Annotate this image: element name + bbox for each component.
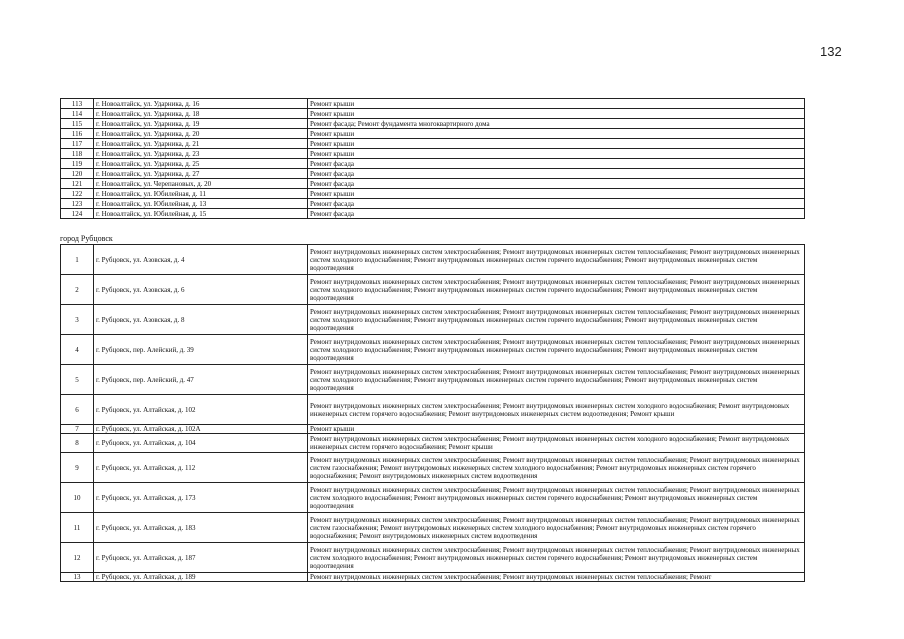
cell-work: Ремонт фасада bbox=[308, 159, 805, 169]
cell-num: 119 bbox=[61, 159, 94, 169]
cell-num: 114 bbox=[61, 109, 94, 119]
cell-work: Ремонт внутридомовых инженерных систем электроснабжения; Ремонт внутридомовых инженерных систем теплоснабжения; Ремонт внутридомовых инженерных систем холодного водоснабжения; Ремонт внутридомовых инженерных систем горячего водоснабжения; Ремонт внутридомовых инженерных систем водоотведения bbox=[308, 275, 805, 305]
cell-num: 4 bbox=[61, 335, 94, 365]
cell-address: г. Рубцовск, ул. Азовская, д. 6 bbox=[94, 275, 308, 305]
table-row bbox=[61, 189, 805, 199]
cell-work: Ремонт внутридомовых инженерных систем электроснабжения; Ремонт внутридомовых инженерных систем теплоснабжения; Ремонт внутридомовых инженерных систем холодного водоснабжения; Ремонт внутридомовых инженерных систем горячего водоснабжения; Ремонт внутридомовых инженерных систем водоотведения bbox=[308, 483, 805, 513]
cell-num: 13 bbox=[61, 573, 94, 582]
cell-work: Ремонт внутридомовых инженерных систем электроснабжения; Ремонт внутридомовых инженерных систем теплоснабжения; Ремонт bbox=[308, 573, 805, 582]
cell-address: г. Рубцовск, ул. Алтайская, д. 102А bbox=[94, 425, 308, 434]
table-row bbox=[61, 159, 805, 169]
table-row bbox=[61, 513, 805, 543]
table-row bbox=[61, 305, 805, 335]
cell-num: 12 bbox=[61, 543, 94, 573]
cell-work: Ремонт внутридомовых инженерных систем электроснабжения; Ремонт внутридомовых инженерных систем теплоснабжения; Ремонт внутридомовых инженерных систем холодного водоснабжения; Ремонт внутридомовых инженерных систем горячего водоснабжения; Ремонт внутридомовых инженерных систем водоотведения bbox=[308, 365, 805, 395]
cell-address: г. Новоалтайск, ул. Ударника, д. 23 bbox=[94, 149, 308, 159]
cell-address: г. Новоалтайск, ул. Черепановых, д. 20 bbox=[94, 179, 308, 189]
table-row bbox=[61, 543, 805, 573]
cell-address: г. Рубцовск, ул. Алтайская, д. 112 bbox=[94, 453, 308, 483]
cell-work: Ремонт внутридомовых инженерных систем электроснабжения; Ремонт внутридомовых инженерных систем теплоснабжения; Ремонт внутридомовых инженерных систем газоснабжения; Ремонт внутридомовых инженерных систем холодного водоснабжения; Ремонт внутридомовых инженерных систем горячего водоснабжения; Ремонт внутридомовых инженерных систем водоотведения bbox=[308, 453, 805, 483]
cell-num: 9 bbox=[61, 453, 94, 483]
cell-address: г. Рубцовск, ул. Алтайская, д. 183 bbox=[94, 513, 308, 543]
cell-work: Ремонт фасада bbox=[308, 209, 805, 219]
cell-num: 123 bbox=[61, 199, 94, 209]
cell-num: 116 bbox=[61, 129, 94, 139]
cell-work: Ремонт фасада; Ремонт фундамента многоквартирного дома bbox=[308, 119, 805, 129]
cell-address: г. Новоалтайск, ул. Ударника, д. 25 bbox=[94, 159, 308, 169]
table-row bbox=[61, 149, 805, 159]
repair-table-novoaltaysk bbox=[60, 98, 805, 219]
cell-address: г. Рубцовск, ул. Алтайская, д. 187 bbox=[94, 543, 308, 573]
page-number: 132 bbox=[820, 44, 842, 59]
table-row bbox=[61, 99, 805, 109]
cell-work: Ремонт крыши bbox=[308, 139, 805, 149]
cell-work: Ремонт внутридомовых инженерных систем электроснабжения; Ремонт внутридомовых инженерных систем теплоснабжения; Ремонт внутридомовых инженерных систем газоснабжения; Ремонт внутридомовых инженерных систем холодного водоснабжения; Ремонт внутридомовых инженерных систем горячего водоснабжения; Ремонт внутридомовых инженерных систем водоотведения bbox=[308, 513, 805, 543]
cell-address: г. Новоалтайск, ул. Ударника, д. 18 bbox=[94, 109, 308, 119]
cell-address: г. Новоалтайск, ул. Юбилейная, д. 11 bbox=[94, 189, 308, 199]
cell-num: 1 bbox=[61, 245, 94, 275]
cell-work: Ремонт крыши bbox=[308, 149, 805, 159]
cell-address: г. Рубцовск, ул. Азовская, д. 4 bbox=[94, 245, 308, 275]
cell-address: г. Новоалтайск, ул. Юбилейная, д. 15 bbox=[94, 209, 308, 219]
table-row bbox=[61, 395, 805, 425]
table-row bbox=[61, 245, 805, 275]
cell-num: 2 bbox=[61, 275, 94, 305]
cell-work: Ремонт внутридомовых инженерных систем электроснабжения; Ремонт внутридомовых инженерных систем холодного водоснабжения; Ремонт внутридомовых инженерных систем горячего водоснабжения; Ремонт внутридомовых инженерных систем водоотведения; Ремонт крыши bbox=[308, 395, 805, 425]
cell-address: г. Рубцовск, ул. Алтайская, д. 173 bbox=[94, 483, 308, 513]
cell-num: 117 bbox=[61, 139, 94, 149]
cell-num: 6 bbox=[61, 395, 94, 425]
cell-num: 118 bbox=[61, 149, 94, 159]
table-row bbox=[61, 129, 805, 139]
cell-work: Ремонт крыши bbox=[308, 129, 805, 139]
cell-work: Ремонт фасада bbox=[308, 199, 805, 209]
cell-address: г. Рубцовск, ул. Азовская, д. 8 bbox=[94, 305, 308, 335]
cell-address: г. Рубцовск, ул. Алтайская, д. 104 bbox=[94, 434, 308, 453]
table-row bbox=[61, 209, 805, 219]
cell-work: Ремонт внутридомовых инженерных систем электроснабжения; Ремонт внутридомовых инженерных систем холодного водоснабжения; Ремонт внутридомовых инженерных систем горячего водоснабжения; Ремонт крыши bbox=[308, 434, 805, 453]
cell-address: г. Новоалтайск, ул. Ударника, д. 19 bbox=[94, 119, 308, 129]
table-row bbox=[61, 573, 805, 582]
cell-num: 10 bbox=[61, 483, 94, 513]
cell-work: Ремонт фасада bbox=[308, 169, 805, 179]
section-title: город Рубцовск bbox=[60, 234, 113, 243]
cell-work: Ремонт крыши bbox=[308, 109, 805, 119]
table-row bbox=[61, 119, 805, 129]
cell-work: Ремонт крыши bbox=[308, 425, 805, 434]
cell-work: Ремонт внутридомовых инженерных систем электроснабжения; Ремонт внутридомовых инженерных систем теплоснабжения; Ремонт внутридомовых инженерных систем холодного водоснабжения; Ремонт внутридомовых инженерных систем горячего водоснабжения; Ремонт внутридомовых инженерных систем водоотведения bbox=[308, 305, 805, 335]
table-row bbox=[61, 335, 805, 365]
cell-num: 124 bbox=[61, 209, 94, 219]
table-row bbox=[61, 179, 805, 189]
repair-table-rubtsovsk bbox=[60, 244, 805, 582]
cell-num: 7 bbox=[61, 425, 94, 434]
cell-num: 8 bbox=[61, 434, 94, 453]
cell-work: Ремонт внутридомовых инженерных систем электроснабжения; Ремонт внутридомовых инженерных систем теплоснабжения; Ремонт внутридомовых инженерных систем холодного водоснабжения; Ремонт внутридомовых инженерных систем горячего водоснабжения; Ремонт внутридомовых инженерных систем водоотведения bbox=[308, 245, 805, 275]
cell-num: 120 bbox=[61, 169, 94, 179]
cell-num: 5 bbox=[61, 365, 94, 395]
cell-address: г. Новоалтайск, ул. Ударника, д. 20 bbox=[94, 129, 308, 139]
cell-work: Ремонт внутридомовых инженерных систем электроснабжения; Ремонт внутридомовых инженерных систем теплоснабжения; Ремонт внутридомовых инженерных систем холодного водоснабжения; Ремонт внутридомовых инженерных систем горячего водоснабжения; Ремонт внутридомовых инженерных систем водоотведения bbox=[308, 335, 805, 365]
table-row bbox=[61, 434, 805, 453]
cell-num: 113 bbox=[61, 99, 94, 109]
table-row bbox=[61, 453, 805, 483]
cell-work: Ремонт крыши bbox=[308, 99, 805, 109]
cell-address: г. Новоалтайск, ул. Юбилейная, д. 13 bbox=[94, 199, 308, 209]
table-row bbox=[61, 365, 805, 395]
cell-num: 11 bbox=[61, 513, 94, 543]
cell-address: г. Рубцовск, пер. Алейский, д. 39 bbox=[94, 335, 308, 365]
cell-work: Ремонт крыши bbox=[308, 189, 805, 199]
cell-num: 115 bbox=[61, 119, 94, 129]
cell-address: г. Рубцовск, ул. Алтайская, д. 189 bbox=[94, 573, 308, 582]
table-row bbox=[61, 169, 805, 179]
cell-work: Ремонт фасада bbox=[308, 179, 805, 189]
cell-work: Ремонт внутридомовых инженерных систем электроснабжения; Ремонт внутридомовых инженерных систем теплоснабжения; Ремонт внутридомовых инженерных систем холодного водоснабжения; Ремонт внутридомовых инженерных систем горячего водоснабжения; Ремонт внутридомовых инженерных систем водоотведения bbox=[308, 543, 805, 573]
table-row bbox=[61, 199, 805, 209]
cell-num: 121 bbox=[61, 179, 94, 189]
cell-num: 122 bbox=[61, 189, 94, 199]
table-row bbox=[61, 275, 805, 305]
table-row bbox=[61, 483, 805, 513]
table-row bbox=[61, 139, 805, 149]
cell-address: г. Рубцовск, ул. Алтайская, д. 102 bbox=[94, 395, 308, 425]
table-row bbox=[61, 109, 805, 119]
table-row bbox=[61, 425, 805, 434]
cell-address: г. Новоалтайск, ул. Ударника, д. 16 bbox=[94, 99, 308, 109]
cell-address: г. Новоалтайск, ул. Ударника, д. 27 bbox=[94, 169, 308, 179]
cell-address: г. Новоалтайск, ул. Ударника, д. 21 bbox=[94, 139, 308, 149]
cell-address: г. Рубцовск, пер. Алейский, д. 47 bbox=[94, 365, 308, 395]
cell-num: 3 bbox=[61, 305, 94, 335]
